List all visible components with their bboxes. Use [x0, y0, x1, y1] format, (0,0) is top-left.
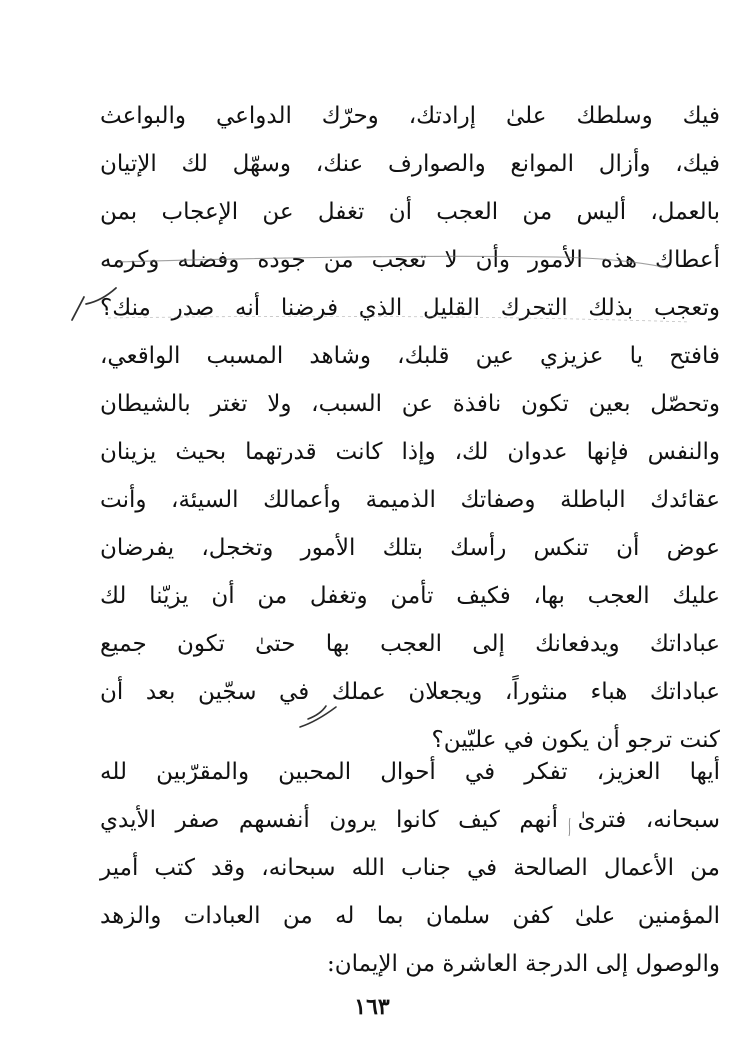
page-number: ١٦٣ [354, 994, 390, 1020]
text-line: سبحانه، فترىٰ أنهم كيف كانوا يرون أنفسهم صفر الأيدي [100, 807, 720, 833]
pencil-underline [118, 256, 668, 268]
text-line: والنفس فإنها عدوان لك، وإذا كانت قدرتهما بحيث يزينان [100, 439, 720, 465]
text-line: أيها العزيز، تفكر في أحوال المحبين والمقرّبين لله [100, 759, 720, 785]
text-line: فافتح يا عزيزي عين قلبك، وشاهد المسبب الواقعي، [100, 343, 720, 369]
checkmark-icon [300, 706, 336, 727]
text-line: من الأعمال الصالحة في جناب الله سبحانه، وقد كتب أمير [100, 855, 720, 881]
text-line: عقائدك الباطلة وصفاتك الذميمة وأعمالك السيئة، وأنت [100, 487, 720, 513]
text-line: عليك العجب بها، فكيف تأمن وتغفل من أن يزيّنا لك [100, 583, 720, 609]
pencil-mark [569, 818, 570, 836]
text-line: عباداتك هباء منثوراً، ويجعلان عملك في سجّين بعد أن [100, 679, 720, 705]
text-line: كنت ترجو أن يكون في عليّين؟ [431, 727, 720, 753]
checkmark-icon [72, 288, 116, 320]
text-line: عباداتك ويدفعانك إلى العجب بها حتىٰ تكون جميع [100, 631, 720, 657]
pencil-underline [108, 316, 690, 322]
text-line: فيك وسلطك علىٰ إرادتك، وحرّك الدواعي والبواعث [100, 103, 720, 129]
text-line: فيك، وأزال الموانع والصوارف عنك، وسهّل لك الإتيان [100, 151, 720, 177]
text-line: وتحصّل بعين تكون نافذة عن السبب، ولا تغتر بالشيطان [100, 391, 720, 417]
text-line: بالعمل، أليس من العجب أن تغفل عن الإعجاب بمن [100, 199, 720, 225]
text-line: وتعجب بذلك التحرك القليل الذي فرضنا أنه صدر منك؟ [100, 295, 720, 321]
text-line: والوصول إلى الدرجة العاشرة من الإيمان: [327, 951, 720, 977]
text-line: المؤمنين علىٰ كفن سلمان بما له من العبادات والزهد [100, 903, 720, 929]
text-line: عوض أن تنكس رأسك بتلك الأمور وتخجل، يفرضان [100, 535, 720, 561]
text-line: أعطاك هذه الأمور وأن لا تعجب من جوده وفضله وكرمه [100, 247, 720, 273]
